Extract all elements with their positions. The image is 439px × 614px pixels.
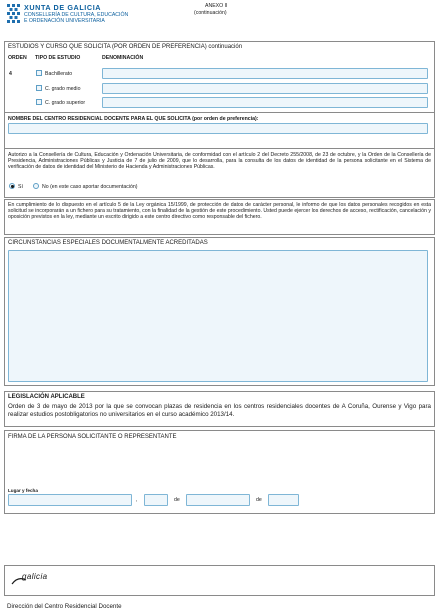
bachillerato-name-field[interactable] <box>102 68 428 79</box>
center-name-field[interactable] <box>8 123 428 134</box>
dept-line-1: CONSELLERÍA DE CULTURA, EDUCACIÓN <box>24 12 129 18</box>
footer-box <box>4 565 435 596</box>
grado-superior-checkbox[interactable] <box>36 99 42 105</box>
de-separator-1: de <box>174 497 180 503</box>
bachillerato-label: Bachillerato <box>45 71 73 77</box>
legislation-text: Orden de 3 de mayo de 2013 por la que se convocan plazas de residencia en los centros residenciales docentes de A Coruña, Ourense y Vigo para realizar estudios postobligatorios no universitarios en el curso académico 2013/14. <box>8 403 431 418</box>
grado-medio-name-field[interactable] <box>102 83 428 94</box>
grado-medio-checkbox[interactable] <box>36 85 42 91</box>
authorization-no-radio[interactable] <box>33 183 39 189</box>
divider <box>4 112 435 113</box>
center-title: NOMBRE DEL CENTRO RESIDENCIAL DOCENTE PARA EL QUE SOLICITA (por orden de preferencia): <box>8 116 259 122</box>
de-separator-2: de <box>256 497 262 503</box>
dept-line-2: E ORDENACIÓN UNIVERSITARIA <box>24 18 105 24</box>
xunta-logo <box>5 3 21 27</box>
studies-title: ESTUDIOS Y CURSO QUE SOLICITA (POR ORDEN DE PREFERENCIA) continuación <box>8 44 243 50</box>
place-field[interactable] <box>8 494 132 506</box>
authorization-yes-label: Sí <box>18 184 23 190</box>
authorization-no-label: No (en este caso aportar documentación) <box>42 184 138 190</box>
legislation-title: LEGISLACIÓN APLICABLE <box>8 394 85 400</box>
galicia-brand: galicia <box>22 572 48 581</box>
place-date-label: Lugar y fecha <box>8 488 38 493</box>
month-field[interactable] <box>186 494 250 506</box>
col-order-header: ORDEN <box>8 55 27 61</box>
year-field[interactable] <box>268 494 299 506</box>
circumstances-textarea[interactable] <box>8 250 428 382</box>
coat-of-arms-icon <box>5 3 21 27</box>
col-name-header: DENOMINACIÓN <box>102 55 144 61</box>
authorization-yes-radio[interactable] <box>9 183 15 189</box>
annex-subtitle: (continuación) <box>194 10 227 16</box>
authorization-text: Autorizo a la Consellería de Cultura, Educación y Ordenación Universitaria, de conformidad con el artículo 2 del Decreto 255/2008, de 23 de octubre, y la Orden de la Consellería de Presidencia, Administraciones Públicas y Justicia de 7 de julio de 2009, que lo desarrolla, para la consulta de los datos de identidad de la persona solicitante en el Sistema de verificación de datos de identidad del Ministerio de Hacienda y Administraciones Públicas. <box>8 152 431 170</box>
signature-title: FIRMA DE LA PERSONA SOLICITANTE O REPRESENTANTE <box>8 434 177 440</box>
col-type-header: TIPO DE ESTUDIO <box>35 55 81 61</box>
comma-separator: , <box>136 497 138 503</box>
bachillerato-checkbox[interactable] <box>36 70 42 76</box>
day-field[interactable] <box>144 494 168 506</box>
grado-superior-label: C. grado superior <box>45 100 86 106</box>
recipient-text: Dirección del Centro Residencial Docente <box>7 603 122 610</box>
privacy-text: En cumplimiento de lo dispuesto en el artículo 5 de la Ley orgánica 15/1999, de protección de datos de carácter personal, le informo de que los datos personales recogidos en esta solicitud se incorporarán a un fichero para su tratamiento, con la finalidad de la gestión de este procedimiento. Usted puede ejercer los derechos de acceso, rectificación, cancelación y oposición previstos en la ley, mediante un escrito dirigido a este centro directivo como responsable del fichero. <box>8 202 431 220</box>
org-name: XUNTA DE GALICIA <box>24 3 102 12</box>
order-value: 4 <box>9 71 12 77</box>
annex-title: ANEXO II <box>205 3 228 9</box>
grado-superior-name-field[interactable] <box>102 97 428 108</box>
grado-medio-label: C. grado medio <box>45 86 81 92</box>
circumstances-title: CIRCUNSTANCIAS ESPECIALES DOCUMENTALMENTE ACREDITADAS <box>8 240 208 246</box>
